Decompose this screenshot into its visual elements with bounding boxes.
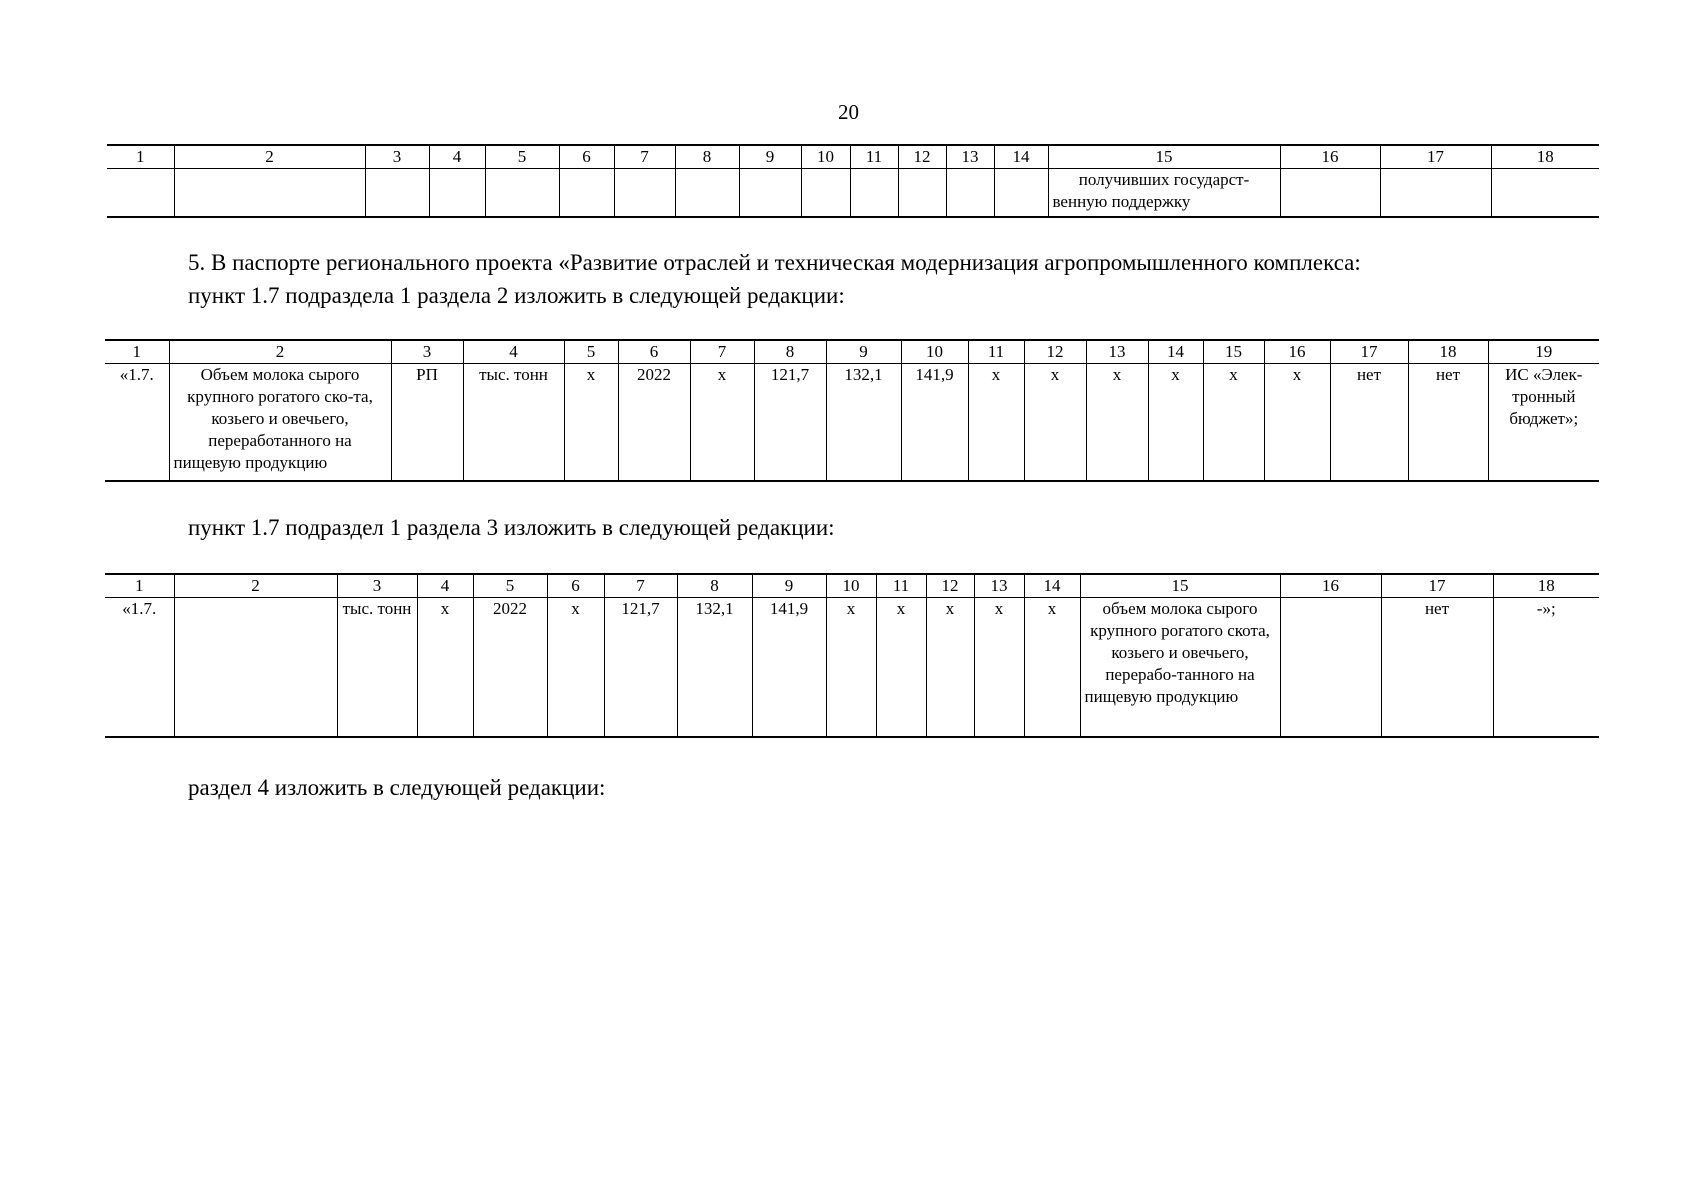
- column-header: 15: [1048, 145, 1280, 169]
- paragraph-instruction: раздел 4 изложить в следующей редакции:: [188, 775, 606, 800]
- table-header-row: [105, 340, 1599, 364]
- table-cell: [1380, 169, 1491, 217]
- table-cell: получивших государст-венную поддержку: [1048, 169, 1280, 217]
- column-header: 1: [105, 340, 169, 364]
- column-header: 3: [337, 574, 417, 598]
- table-header-row: [107, 145, 1599, 169]
- table-cell: 2022: [618, 364, 690, 481]
- column-header: 13: [974, 574, 1024, 598]
- column-header: 16: [1264, 340, 1330, 364]
- column-header: 1: [107, 145, 174, 169]
- column-header: 6: [618, 340, 690, 364]
- table-cell: х: [974, 598, 1024, 737]
- table-header-row: [105, 574, 1599, 598]
- table-subsection-1-section-3: [105, 573, 1599, 738]
- column-header: 10: [826, 574, 876, 598]
- column-header: 18: [1408, 340, 1488, 364]
- column-header: 2: [169, 340, 391, 364]
- column-header: 12: [898, 145, 946, 169]
- table-cell: нет: [1381, 598, 1493, 737]
- table-cell: х: [826, 598, 876, 737]
- table-cell: тыс. тонн: [463, 364, 564, 481]
- table-cell: [559, 169, 614, 217]
- table-cell: [994, 169, 1048, 217]
- table-cell: х: [1203, 364, 1264, 481]
- table-cell: 141,9: [901, 364, 968, 481]
- column-header: 14: [1024, 574, 1080, 598]
- table-cell: х: [564, 364, 618, 481]
- table-cell: [739, 169, 801, 217]
- column-header: 9: [739, 145, 801, 169]
- table-cell: тыс. тонн: [337, 598, 417, 737]
- table-row: [107, 169, 1599, 217]
- column-header: 17: [1381, 574, 1493, 598]
- table-cell: [801, 169, 850, 217]
- table-cell: «1.7.: [105, 598, 174, 737]
- paragraph-item-5: 5. В паспорте регионального проекта «Развитие отраслей и техническая модернизация агропромышленного комплекса:: [188, 250, 1361, 275]
- page-number: 20: [838, 100, 859, 124]
- column-header: 10: [801, 145, 850, 169]
- column-header: 14: [1148, 340, 1203, 364]
- column-header: 19: [1488, 340, 1599, 364]
- table-cell: [850, 169, 898, 217]
- column-header: 15: [1203, 340, 1264, 364]
- table-row: [105, 364, 1599, 481]
- column-header: 10: [901, 340, 968, 364]
- table-cell: [614, 169, 675, 217]
- column-header: 8: [754, 340, 826, 364]
- column-header: 13: [1086, 340, 1148, 364]
- table-cell: х: [1264, 364, 1330, 481]
- table-cell: ИС «Элек-тронный бюджет»;: [1488, 364, 1599, 481]
- column-header: 2: [174, 574, 337, 598]
- table-cell: [1491, 169, 1599, 217]
- column-header: 4: [417, 574, 473, 598]
- column-header: 13: [946, 145, 994, 169]
- table-cell: [1280, 169, 1380, 217]
- column-header: 11: [968, 340, 1024, 364]
- column-header: 18: [1491, 145, 1599, 169]
- table-cell: нет: [1330, 364, 1408, 481]
- table-row: [105, 598, 1599, 737]
- table-cell: -»;: [1493, 598, 1599, 737]
- column-header: 7: [690, 340, 754, 364]
- table-cell: [485, 169, 559, 217]
- column-header: 11: [850, 145, 898, 169]
- column-header: 2: [174, 145, 365, 169]
- table-cell: х: [968, 364, 1024, 481]
- column-header: 8: [677, 574, 752, 598]
- column-header: 16: [1280, 145, 1380, 169]
- column-header: 6: [547, 574, 604, 598]
- table-cell: РП: [391, 364, 463, 481]
- table-cell: [174, 598, 337, 737]
- table-cell: х: [926, 598, 974, 737]
- table-cell: х: [1148, 364, 1203, 481]
- table-cell: Объем молока сырого крупного рогатого ско-та, козьего и овечьего, переработанного на пищевую продукцию: [169, 364, 391, 481]
- table-cell: х: [547, 598, 604, 737]
- paragraph-instruction: пункт 1.7 подраздел 1 раздела 3 изложить в следующей редакции:: [188, 515, 835, 540]
- column-header: 12: [1024, 340, 1086, 364]
- column-header: 1: [105, 574, 174, 598]
- column-header: 17: [1330, 340, 1408, 364]
- table-cell: [946, 169, 994, 217]
- table-cell: 121,7: [754, 364, 826, 481]
- column-header: 9: [826, 340, 901, 364]
- column-header: 14: [994, 145, 1048, 169]
- column-header: 4: [463, 340, 564, 364]
- column-header: 8: [675, 145, 739, 169]
- column-header: 5: [485, 145, 559, 169]
- table-cell: [675, 169, 739, 217]
- column-header: 7: [604, 574, 677, 598]
- table-cell: х: [1024, 364, 1086, 481]
- column-header: 18: [1493, 574, 1599, 598]
- column-header: 3: [365, 145, 429, 169]
- column-header: 7: [614, 145, 675, 169]
- table-cell: [174, 169, 365, 217]
- table-cell: [107, 169, 174, 217]
- table-cell: х: [1086, 364, 1148, 481]
- column-header: 5: [564, 340, 618, 364]
- table-cell: 132,1: [677, 598, 752, 737]
- table-subsection-1-section-2: [105, 339, 1599, 482]
- column-header: 6: [559, 145, 614, 169]
- column-header: 11: [876, 574, 926, 598]
- column-header: 3: [391, 340, 463, 364]
- table-cell: объем молока сырого крупного рогатого скота, козьего и овечьего, перерабо-танного на пищевую продукцию: [1080, 598, 1280, 737]
- column-header: 15: [1080, 574, 1280, 598]
- table-cell: 2022: [473, 598, 547, 737]
- column-header: 5: [473, 574, 547, 598]
- table-cell: [429, 169, 485, 217]
- table-cell: 132,1: [826, 364, 901, 481]
- table-cell: х: [417, 598, 473, 737]
- table-cell: [898, 169, 946, 217]
- column-header: 9: [752, 574, 826, 598]
- table-cell: х: [876, 598, 926, 737]
- table-cell: «1.7.: [105, 364, 169, 481]
- column-header: 4: [429, 145, 485, 169]
- table-cell: нет: [1408, 364, 1488, 481]
- paragraph-instruction: пункт 1.7 подраздела 1 раздела 2 изложить в следующей редакции:: [188, 283, 845, 308]
- table-cell: х: [690, 364, 754, 481]
- table-cell: 141,9: [752, 598, 826, 737]
- table-cell: 121,7: [604, 598, 677, 737]
- table-cell: [365, 169, 429, 217]
- table-continuation: [107, 144, 1599, 218]
- column-header: 17: [1380, 145, 1491, 169]
- column-header: 16: [1280, 574, 1381, 598]
- table-cell: х: [1024, 598, 1080, 737]
- column-header: 12: [926, 574, 974, 598]
- table-cell: [1280, 598, 1381, 737]
